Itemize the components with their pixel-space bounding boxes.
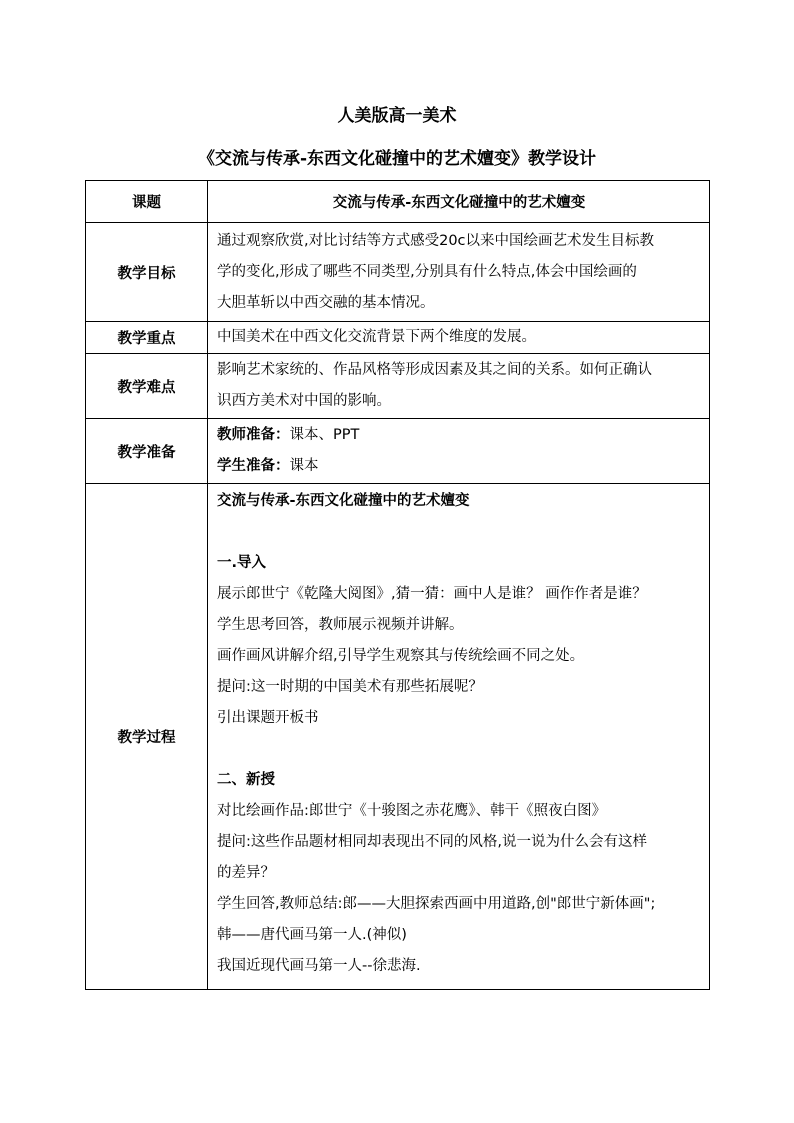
prep-student — [217, 451, 701, 482]
table-row-topic — [86, 181, 710, 223]
difficulty-label: 教学难点 — [86, 354, 208, 419]
process-topic-title: 交流与传承-东西文化碰撞中的艺术嬗变 — [217, 493, 470, 509]
table-row-goal — [86, 223, 710, 322]
document-title-line1: 人美版高一美术 — [337, 106, 457, 126]
prep-teacher-value: 课本、PPT — [289, 427, 360, 443]
topic-value: 交流与传承-东西文化碰撞中的艺术嬗变 — [208, 181, 710, 223]
section1-line: 画作画风讲解介绍,引导学生观察其与传统绘画不同之处。 — [217, 648, 585, 664]
key-cell — [208, 322, 710, 354]
section1-line: 展示郎世宁《乾隆大阅图》,猜一猜：画中人是谁？ 画作作者是谁？ — [217, 586, 647, 602]
section2-line: 我国近现代画马第一人--徐悲海. — [217, 958, 421, 974]
lesson-plan-table — [85, 180, 710, 990]
section2-line: 对比绘画作品:郎世宁《十骏图之赤花鹰》、韩干《照夜白图》 — [217, 803, 607, 819]
section2-line: 学生回答,教师总结:郎——大胆探索西画中用道路,创"郎世宁新体画"; — [217, 896, 656, 912]
spacer — [217, 734, 701, 765]
goal-line: 大胆革斩以中西交融的基本情况。 — [217, 294, 435, 311]
prep-student-value: 课本 — [289, 458, 319, 474]
difficulty-line: 识西方美术对中国的影响。 — [217, 393, 391, 409]
goal-line: 学的变化,形成了哪些不同类型,分别具有什么特点,体会中国绘画的 — [217, 263, 637, 280]
difficulty-cell — [208, 354, 710, 419]
table-row-difficulty — [86, 354, 710, 419]
prep-label: 教学准备 — [86, 419, 208, 484]
goal-label: 教学目标 — [86, 223, 208, 322]
section1-line: 引出课题开板书 — [217, 710, 319, 726]
section2-line: 韩——唐代画马第一人.(神似) — [217, 927, 407, 943]
section2-line: 的差异？ — [217, 865, 275, 881]
spacer — [217, 517, 701, 548]
process-label: 教学过程 — [86, 484, 208, 990]
goal-line: 通过观察欣赏,对比讨结等方式感受20c以来中国绘画艺术发生目标教 — [217, 232, 655, 249]
section1-line: 学生思考回答，教师展示视频并讲解。 — [217, 617, 464, 633]
goal-cell — [208, 223, 710, 322]
section2-title: 二、新授 — [217, 772, 275, 788]
prep-teacher-label: 教师准备： — [217, 427, 290, 443]
process-cell — [208, 484, 710, 990]
table-row-preparation — [86, 419, 710, 484]
difficulty-line: 影响艺术家统的、作品风格等形成因素及其之间的关系。如何正确认 — [217, 362, 652, 378]
section1-line: 提问:这一时期的中国美术有那些拓展呢？ — [217, 679, 483, 695]
prep-cell — [208, 419, 710, 484]
table-row-process — [86, 484, 710, 990]
document-title-line2: 《交流与传承-东西文化碰撞中的艺术嬗变》教学设计 — [197, 149, 597, 169]
prep-teacher — [217, 420, 701, 451]
key-label: 教学重点 — [86, 322, 208, 354]
prep-student-label: 学生准备： — [217, 458, 290, 474]
topic-label: 课题 — [86, 181, 208, 223]
key-value: 中国美术在中西文化交流背景下两个维度的发展。 — [217, 329, 536, 345]
section1-title: 一.导入 — [217, 555, 267, 571]
section2-line: 提问:这些作品题材相同却表现出不同的风格,说一说为什么会有这样 — [217, 834, 647, 850]
table-row-key-point — [86, 322, 710, 354]
